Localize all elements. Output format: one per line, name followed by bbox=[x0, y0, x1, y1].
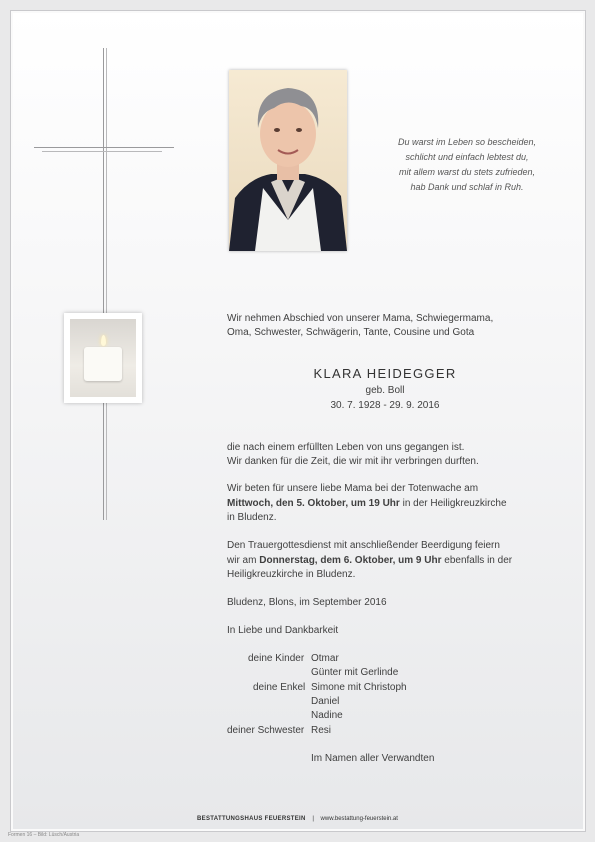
funeral-date: Donnerstag, dem 6. Oktober, um 9 Uhr bbox=[259, 555, 442, 566]
children-label: deine Kinder bbox=[248, 653, 305, 664]
wake-line: Wir beten für unsere liebe Mama bei der Totenwache am bbox=[227, 483, 479, 494]
candle-flame-icon bbox=[101, 335, 106, 346]
text-line: Wir danken für die Zeit, die wir mit ihr verbringen durften. bbox=[227, 456, 479, 467]
closing-phrase: In Liebe und Dankbarkeit bbox=[227, 625, 339, 636]
footer-separator: | bbox=[312, 816, 314, 822]
funeral-home-website[interactable]: www.bestattung-feuerstein.at bbox=[320, 816, 398, 822]
grandchildren-label: deine Enkel bbox=[253, 682, 306, 693]
cross-horizontal-line bbox=[34, 147, 174, 148]
sister-label: deiner Schwester bbox=[227, 725, 305, 736]
poem-line: Du warst im Leben so bescheiden, bbox=[397, 137, 537, 147]
candle-image bbox=[64, 313, 142, 403]
intro-line: Oma, Schwester, Schwägerin, Tante, Cousine und Gota bbox=[227, 327, 475, 338]
candle-background bbox=[70, 319, 136, 397]
mourner-name: Daniel bbox=[311, 696, 340, 707]
cross-horizontal-line-2 bbox=[42, 151, 162, 152]
intro-line: Wir nehmen Abschied von unserer Mama, Schwiegermama, bbox=[227, 313, 494, 324]
funeral-prefix: wir am bbox=[227, 555, 260, 566]
cross-vertical-line-2 bbox=[106, 48, 107, 520]
mourner-name: Günter mit Gerlinde bbox=[311, 667, 399, 678]
funeral-line: Heiligkreuzkirche in Bludenz. bbox=[227, 569, 356, 580]
funeral-line: Den Trauergottesdienst mit anschließender Beerdigung feiern bbox=[227, 540, 500, 551]
portrait-illustration bbox=[229, 70, 347, 251]
mourner-name: Otmar bbox=[311, 653, 339, 664]
maiden-name: geb. Boll bbox=[365, 385, 405, 396]
relatives-line: Im Namen aller Verwandten bbox=[311, 753, 435, 764]
wake-location: in der Heiligkreuzkirche bbox=[399, 498, 507, 509]
text-line: die nach einem erfüllten Leben von uns gegangen ist. bbox=[227, 442, 465, 453]
funeral-line bbox=[227, 554, 512, 568]
wake-date: Mittwoch, den 5. Oktober, um 19 Uhr bbox=[227, 498, 400, 509]
wake-line: in Bludenz. bbox=[227, 512, 277, 523]
deceased-name: KLARA HEIDEGGER bbox=[313, 366, 457, 381]
life-dates: 30. 7. 1928 - 29. 9. 2016 bbox=[330, 400, 440, 411]
imprint: Formen 16 – Bild: Lüsch/Austria bbox=[8, 832, 80, 838]
wake-line bbox=[227, 497, 507, 511]
footer bbox=[0, 816, 595, 822]
funeral-home-name: BESTATTUNGSHAUS FEUERSTEIN bbox=[197, 816, 306, 822]
funeral-rest: ebenfalls in der bbox=[441, 555, 513, 566]
portrait-photo bbox=[229, 70, 347, 251]
place-date: Bludenz, Blons, im September 2016 bbox=[227, 597, 387, 608]
mourner-name: Nadine bbox=[311, 710, 343, 721]
candle-icon bbox=[84, 347, 122, 381]
poem-line: schlicht und einfach lebtest du, bbox=[405, 152, 529, 162]
mourner-name: Resi bbox=[311, 725, 332, 736]
mourner-name: Simone mit Christoph bbox=[311, 682, 407, 693]
cross-vertical-line bbox=[103, 48, 104, 520]
poem-line: mit allem warst du stets zufrieden, bbox=[398, 167, 536, 177]
poem bbox=[372, 135, 562, 195]
poem-line: hab Dank und schlaf in Ruh. bbox=[410, 182, 524, 192]
